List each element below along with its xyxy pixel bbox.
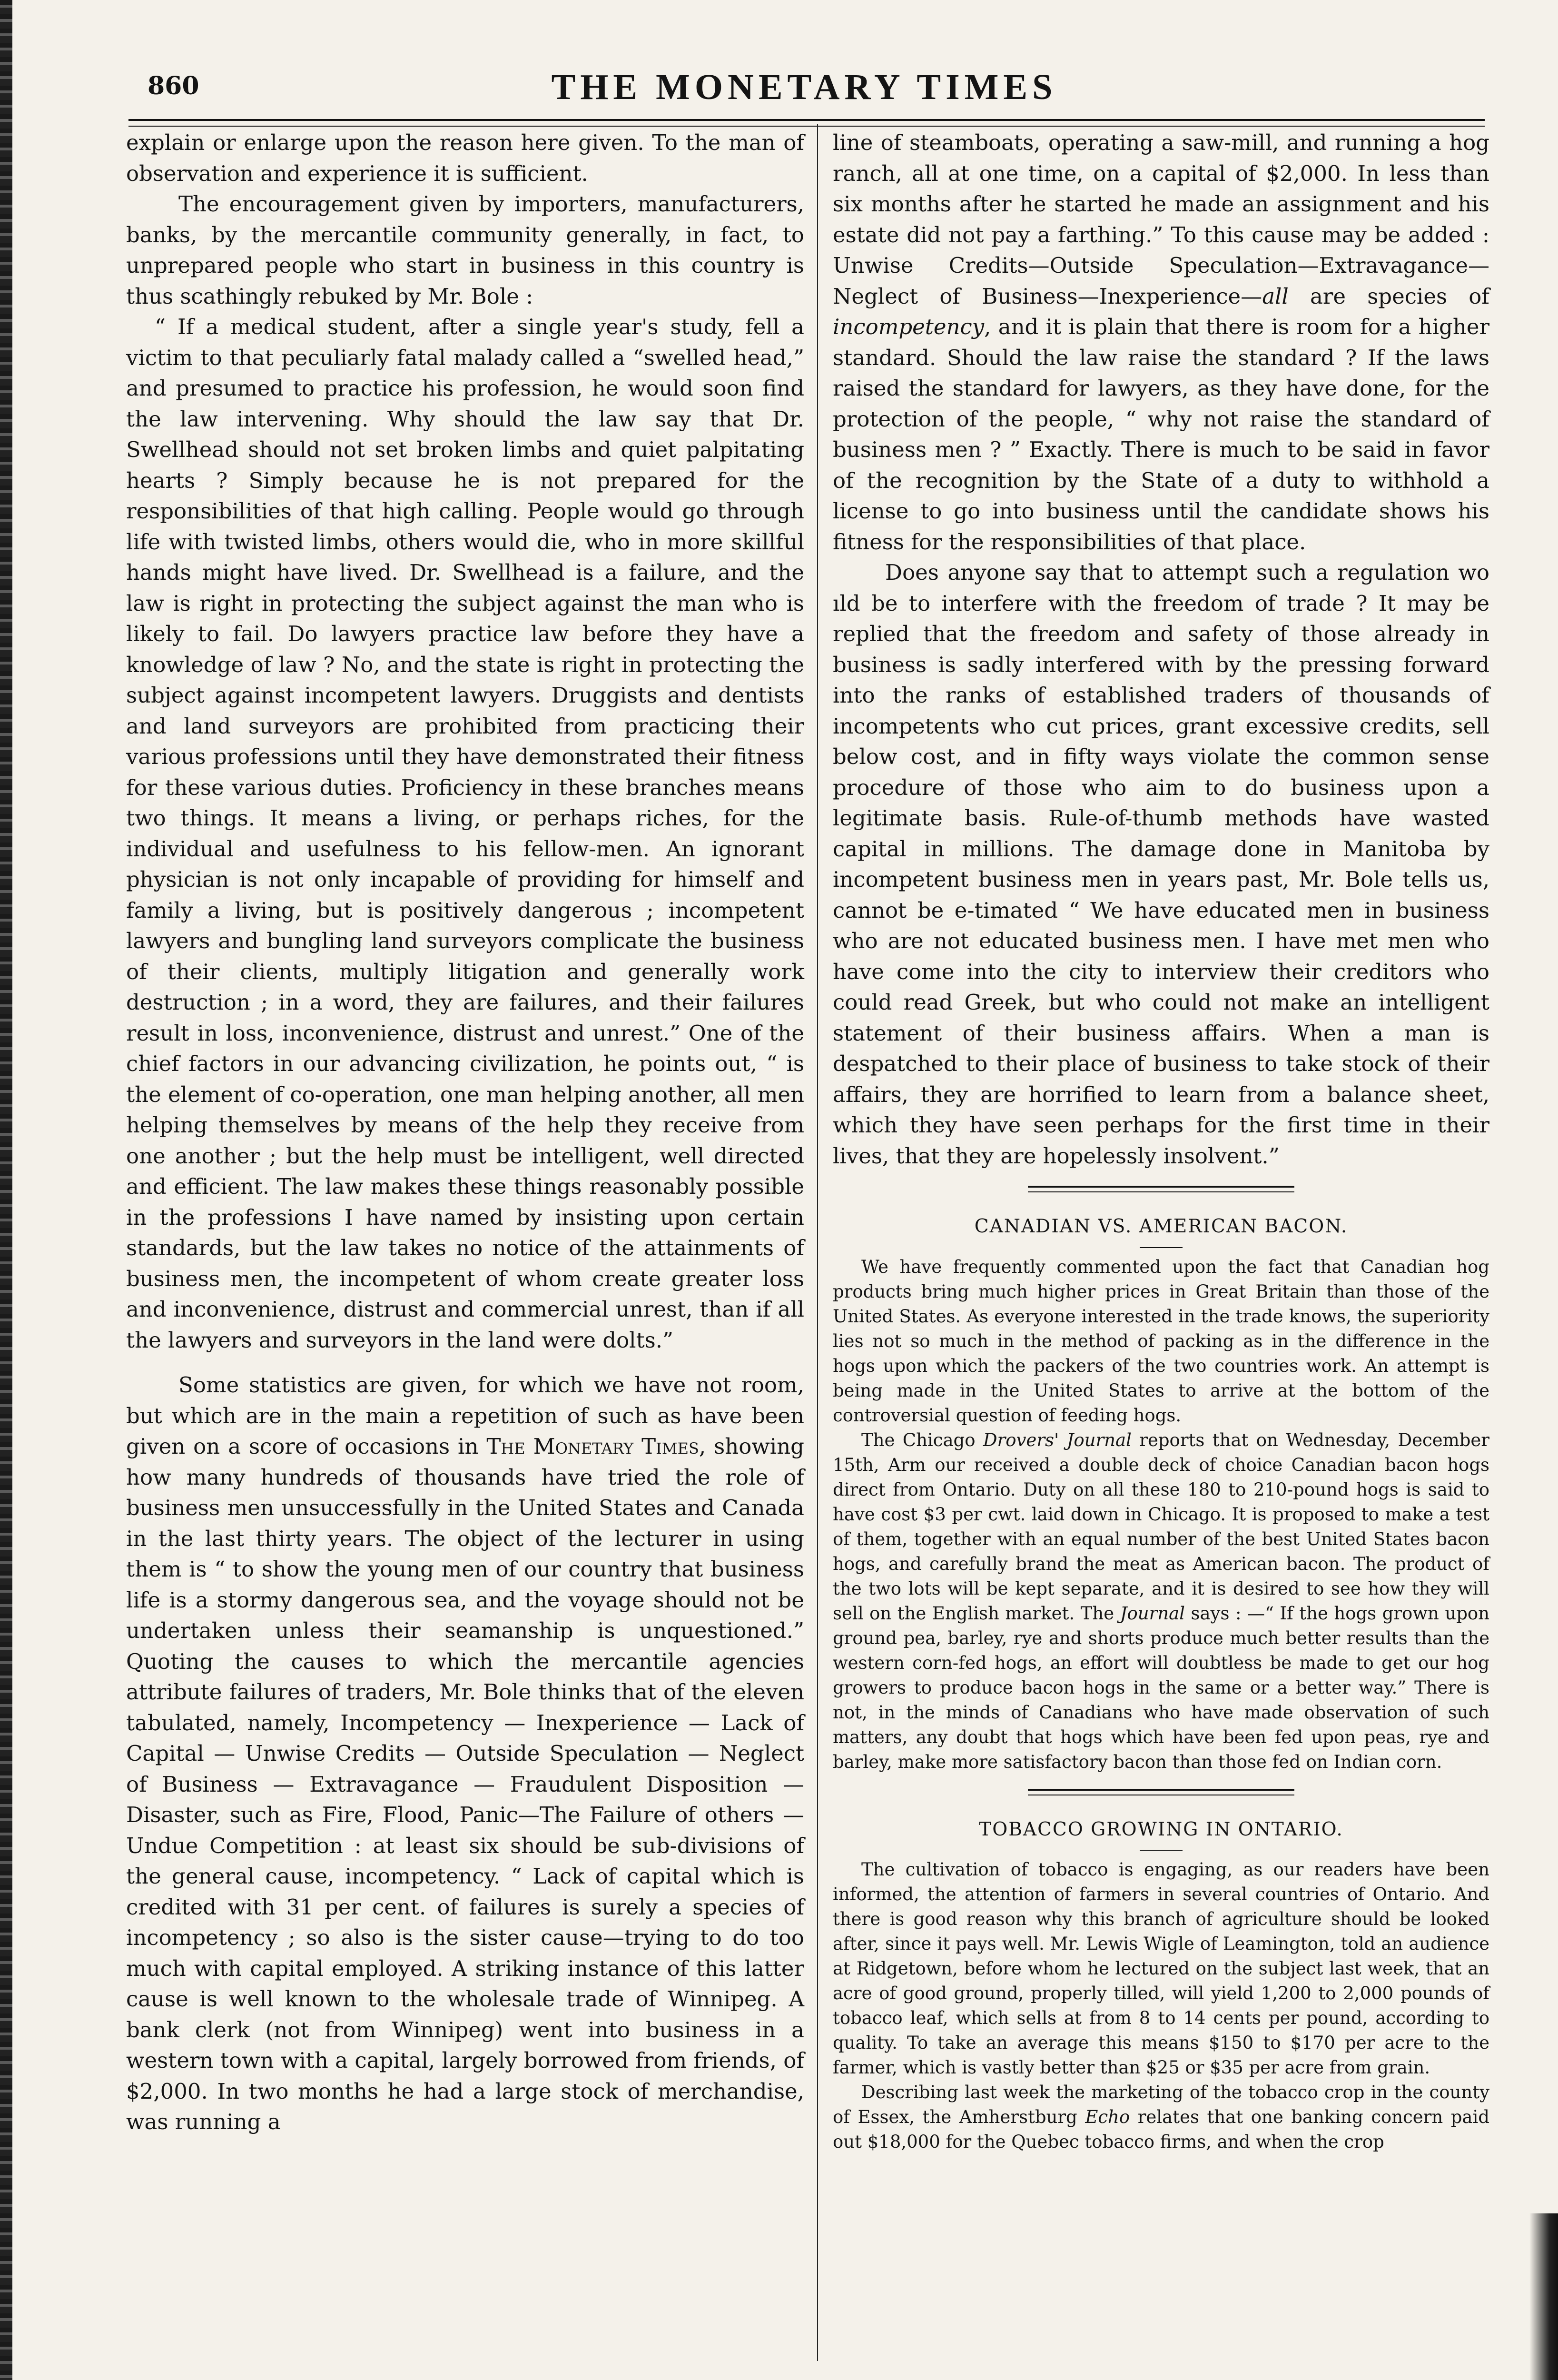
section-rule bbox=[1028, 1789, 1294, 1791]
tobacco-article bbox=[833, 1857, 1489, 2154]
page-curl-shadow bbox=[1529, 2213, 1558, 2380]
paragraph: explain or enlarge upon the reason here given. To the man of observation and experience it is sufficient. bbox=[126, 130, 804, 186]
short-rule bbox=[1140, 1850, 1183, 1851]
page-header bbox=[119, 62, 1489, 114]
section-title-bacon: CANADIAN VS. AMERICAN BACON. bbox=[974, 1216, 1348, 1237]
header-rule bbox=[128, 119, 1485, 121]
text-run: reports that on Wednesday, December 15th, Arm our received a double deck of choice Canadian bacon hogs direct from Ontario. Duty on all these 180 to 210-pound hogs is said to have cost $3 per cwt. laid down in Chicago. It is proposed to make a test of them, together with an equal number of the best United States bacon hogs, and carefully brand the meat as American bacon. The product of the two lots will be kept separate, and it is desired to see how they will sell on the English market. The bbox=[833, 1429, 1489, 1624]
spacer bbox=[126, 1356, 804, 1370]
section-rule-thin bbox=[1028, 1191, 1294, 1192]
text-run: Describing last week the marketing of the tobacco crop in the county of Essex, the Amherstburg bbox=[833, 2082, 1489, 2127]
section-rule bbox=[1028, 1186, 1294, 1188]
paragraph: The cultivation of tobacco is engaging, as our readers have been informed, the attention of farmers in several countries of Ontario. And there is good reason why this branch of agriculture should be looked after, since it pays well. Mr. Lewis Wigle of Leamington, told an audience at Ridgetown, before whom he lectured on the subject last week, that an acre of good ground, properly tilled, will yield 1,200 to 2,000 pounds of tobacco leaf, which sells at from 8 to 14 cents per pound, according to quality. To take an average this means $150 to $170 per acre to the farmer, which is vastly better than $25 or $35 per acre from grain. bbox=[833, 1859, 1489, 2078]
header-rule-thin bbox=[128, 126, 1485, 127]
paragraph bbox=[833, 1428, 1489, 1775]
paragraph bbox=[833, 2080, 1489, 2154]
paragraph: The encouragement given by importers, manufacturers, banks, by the mercantile community generally, in fact, to unprepared people who start in business in this country is thus scathingly rebuked by Mr. Bole : bbox=[126, 191, 804, 309]
newspaper-page bbox=[119, 52, 1489, 2366]
paragraph: We have frequently commented upon the fact that Canadian hog products bring much higher prices in Great Britain than those of the United States. As everyone interested in the trade knows, the superiority lies not so much in the method of packing as in the difference in the hogs upon which the packers of the two countries work. An attempt is being made in the United States to arrive at the bottom of the controversial question of feeding hogs. bbox=[833, 1256, 1489, 1426]
publication-title: The Monetary Times bbox=[486, 1434, 699, 1459]
left-column bbox=[126, 128, 804, 2138]
text-run: Some statistics are given, for which we have not room, but which are in the main a repetition of such as have been given on a score of occasions in bbox=[126, 1372, 804, 1459]
bacon-article bbox=[833, 1255, 1489, 1775]
page-binding-edge bbox=[0, 0, 12, 2380]
emphasis: incompetency bbox=[833, 314, 985, 339]
text-run: , and it is plain that there is room for a higher standard. Should the law raise the standard ? If the laws raised the standard for lawyers, as they have done, for the protection of the people, “ why not raise the standard of business men ? ” Exactly. There is much to be said in favor of the recognition by the State of a duty to withhold a license to go into business until the candidate shows his fitness for the responsibilities of that place. bbox=[833, 314, 1489, 555]
short-rule bbox=[1140, 1247, 1183, 1248]
emphasis: all bbox=[1262, 283, 1289, 309]
text-run: , showing how many hundreds of thousands have tried the role of business men unsuccessfully in the United States and Canada in the last thirty years. The object of the lecturer in using them is “ to show the young men of our country that business life is a stormy dangerous sea, and the voyage should not be undertaken unless their seamanship is unquestioned.” Quoting the causes to which the mercantile agencies attribute failures of traders, Mr. Bole thinks that of the eleven tabulated, namely, Incompetency — Inexperience — Lack of Capital — Unwise Credits — Outside Speculation — Neglect of Business — Extravagance — Fraudulent Disposition — Disaster, such as Fire, Flood, Panic—The Failure of others —Undue Competition : at least six should be sub-divisions of the general cause, incompetency. “ Lack of capital which is credited with 31 per cent. of failures is surely a species of incompetency ; so also is the sister cause—trying to do too much with capital employed. A striking instance of this latter cause is well known to the wholesale trade of Winnipeg. A bank clerk (not from Winnipeg) went into business in a western town with a capital, largely borrowed from friends, of $2,000. In two months he had a large stock of merchandise, was running a bbox=[126, 1434, 804, 2134]
emphasis: Drovers' Journal bbox=[983, 1429, 1132, 1450]
paragraph: Does anyone say that to attempt such a regulation wo ıld be to interfere with the freedom of trade ? It may be replied that the freedom and safety of those already in business is sadly interfered with by the pressing forward into the ranks of established traders of thousands of incompetents who cut prices, grant excessive credits, sell below cost, and in fifty ways violate the common sense procedure of those who aim to do business upon a legitimate basis. Rule-of-thumb methods have wasted capital in millions. The damage done in Manitoba by incompetent business men in years past, Mr. Bole tells us, cannot be e-timated “ We have educated men in business who are not educated business men. I have met men who have come into the city to interview their creditors who could read Greek, but who could not make an intelligent statement of their business affairs. When a man is despatched to their place of business to take stock of their affairs, they are horrified to learn from a balance sheet, which they have seen perhaps for the first time in their lives, that they are hopelessly insolvent.” bbox=[833, 560, 1489, 1169]
text-run: line of steamboats, operating a saw-mill, and running a hog ranch, all at one time, on a capital of $2,000. In less than six months after he started he made an assignment and his estate did not pay a farthing.” To this cause may be added : Unwise Credits—Outside Speculation—Extravagance—Neglect of Business—Inexperience— bbox=[833, 130, 1489, 309]
column-divider bbox=[817, 124, 818, 2361]
emphasis: Journal bbox=[1120, 1603, 1185, 1624]
page-number: 860 bbox=[148, 71, 199, 100]
text-run: relates that one banking concern paid out $18,000 for the Quebec tobacco firms, and when the crop bbox=[833, 2107, 1489, 2152]
section-title-tobacco: TOBACCO GROWING IN ONTARIO. bbox=[979, 1818, 1343, 1840]
paragraph bbox=[833, 128, 1489, 557]
emphasis: Echo bbox=[1085, 2107, 1130, 2127]
paragraph bbox=[126, 1370, 804, 2138]
text-run: The Chicago bbox=[861, 1429, 983, 1450]
right-column bbox=[833, 128, 1489, 2154]
quoted-paragraph: “ If a medical student, after a single year's study, fell a victim to that peculiarly fatal malady called a “swelled head,” and presumed to practice his profession, he would soon find the law intervening. Why should the law say that Dr. Swellhead should not set broken limbs and quiet palpitating hearts ? Simply because he is not prepared for the responsibilities of that high calling. People would go through life with twisted limbs, others would die, who in more skillful hands might have lived. Dr. Swellhead is a failure, and the law is right in protecting the subject against the man who is likely to fail. Do lawyers practice law before they have a knowledge of law ? No, and the state is right in protecting the subject against incompetent lawyers. Druggists and dentists and land surveyors are prohibited from practicing their various professions until they have demonstrated their fitness for these various duties. Proficiency in these branches means two things. It means a living, or perhaps riches, for the individual and usefulness to his fellow-men. An ignorant physician is not only incapable of providing for himself and family a living, but is positively dangerous ; incompetent lawyers and bungling land surveyors complicate the business of their clients, multiply litigation and generally work destruction ; in a word, they are failures, and their failures result in loss, inconvenience, distrust and unrest.” One of the chief factors in our advancing civilization, he points out, “ is the element of co-operation, one man helping another, all men helping themselves by means of the help they receive from one another ; but the help must be intelligent, well directed and efficient. The law makes these things reasonably possible in the professions I have named by insisting upon certain standards, but the law takes no notice of the attainments of business men, the incompetent of whom create greater loss and inconvenience, distrust and commercial unrest, than if all the lawyers and surveyors in the land were dolts.” bbox=[126, 314, 804, 1353]
text-run: says : —“ If the hogs grown upon ground pea, barley, rye and shorts produce much better results than the western corn-fed hogs, an effort will doubtless be made to get our hog growers to produce bacon hogs in the same or a better way.” There is not, in the minds of Canadians who have made observation of such matters, any doubt that hogs which have been fed upon peas, rye and barley, make more satisfactory bacon than those fed on Indian corn. bbox=[833, 1603, 1489, 1772]
text-run: are species of bbox=[1288, 283, 1490, 309]
masthead: THE MONETARY TIMES bbox=[551, 67, 1057, 107]
